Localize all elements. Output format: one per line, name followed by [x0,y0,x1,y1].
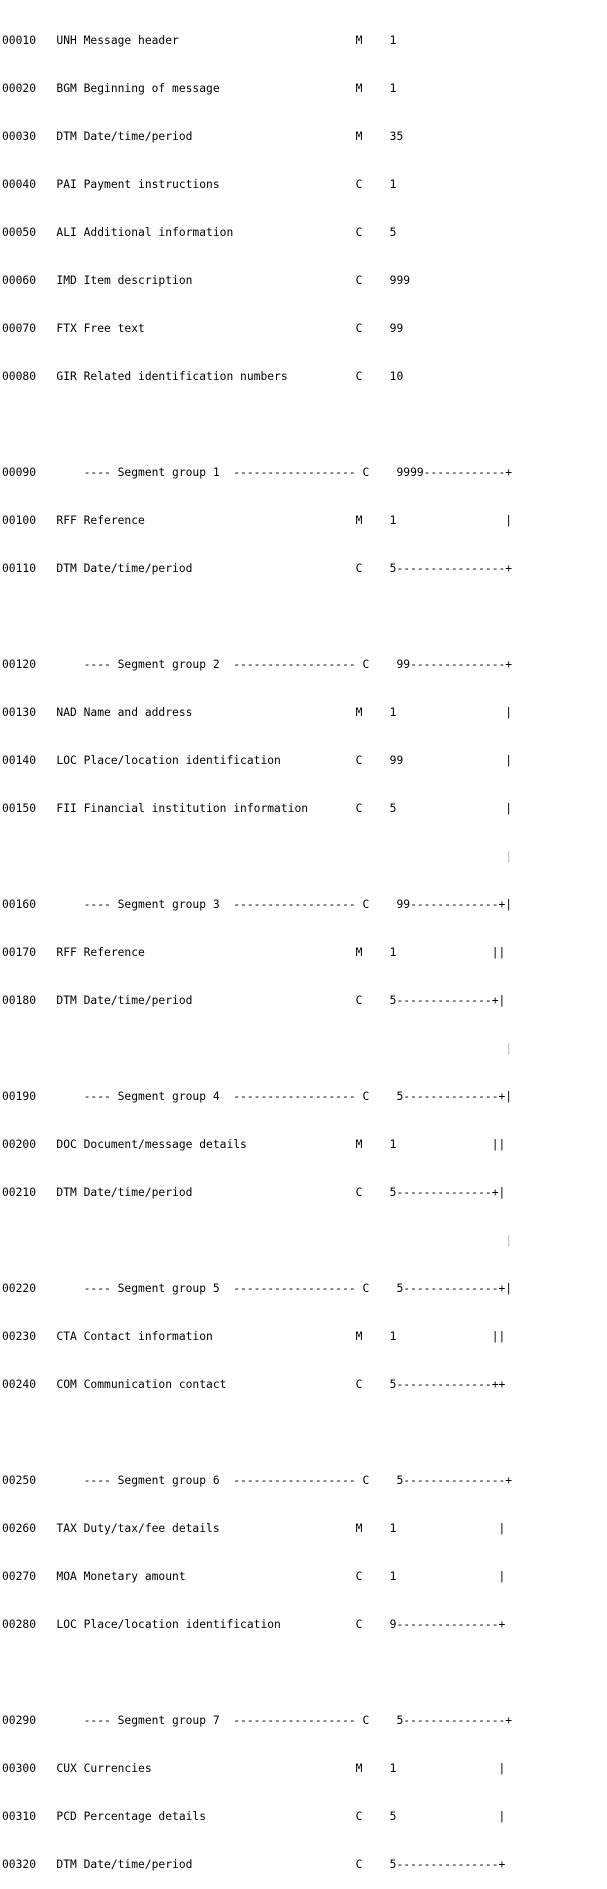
connector-line: | [2,1234,513,1247]
segment-row-00260: 00260 TAX Duty/tax/fee details M 1 | [2,1522,506,1535]
segment-group-7-header: 00290 ---- Segment group 7 ------------------ C 5---------------+ [2,1714,513,1727]
segment-row-00110: 00110 DTM Date/time/period C 5----------------+ [2,562,513,575]
blank-line [2,1425,607,1441]
segment-group-3-header: 00160 ---- Segment group 3 ------------------ C 99-------------+| [2,898,513,911]
segment-row-00130: 00130 NAD Name and address M 1 | [2,706,513,719]
segment-row-00010: 00010 UNH Message header M 1 [2,34,397,47]
segment-row-00030: 00030 DTM Date/time/period M 35 [2,130,404,143]
segment-row-00040: 00040 PAI Payment instructions C 1 [2,178,397,191]
segment-row-00180: 00180 DTM Date/time/period C 5--------------+| [2,994,506,1007]
blank-line [2,609,607,625]
segment-group-4-header: 00190 ---- Segment group 4 ------------------ C 5--------------+| [2,1090,513,1103]
segment-row-00300: 00300 CUX Currencies M 1 | [2,1762,506,1775]
segment-row-00270: 00270 MOA Monetary amount C 1 | [2,1570,506,1583]
segment-row-00020: 00020 BGM Beginning of message M 1 [2,82,397,95]
segment-row-00140: 00140 LOC Place/location identification C 99 | [2,754,513,767]
segment-row-00280: 00280 LOC Place/location identification C 9---------------+ [2,1618,506,1631]
segment-row-00170: 00170 RFF Reference M 1 || [2,946,506,959]
blank-line [2,417,607,433]
segment-row-00100: 00100 RFF Reference M 1 | [2,514,513,527]
segment-group-5-header: 00220 ---- Segment group 5 ------------------ C 5--------------+| [2,1282,513,1295]
segment-row-00050: 00050 ALI Additional information C 5 [2,226,397,239]
segment-group-1-header: 00090 ---- Segment group 1 ------------------ C 9999------------+ [2,466,513,479]
segment-row-00240: 00240 COM Communication contact C 5--------------++ [2,1378,506,1391]
segment-row-00060: 00060 IMD Item description C 999 [2,274,411,287]
blank-line [2,1665,607,1681]
segment-row-00210: 00210 DTM Date/time/period C 5--------------+| [2,1186,506,1199]
segment-row-00310: 00310 PCD Percentage details C 5 | [2,1810,506,1823]
segment-row-00150: 00150 FII Financial institution information C 5 | [2,802,513,815]
segment-group-6-header: 00250 ---- Segment group 6 ------------------ C 5---------------+ [2,1474,513,1487]
segment-row-00230: 00230 CTA Contact information M 1 || [2,1330,506,1343]
connector-line: | [2,850,513,863]
segment-row-00200: 00200 DOC Document/message details M 1 || [2,1138,506,1151]
segment-group-2-header: 00120 ---- Segment group 2 ------------------ C 99--------------+ [2,658,513,671]
segment-row-00070: 00070 FTX Free text C 99 [2,322,404,335]
segment-row-00320: 00320 DTM Date/time/period C 5---------------+ [2,1858,506,1871]
segment-row-00080: 00080 GIR Related identification numbers C 10 [2,370,404,383]
connector-line: | [2,1042,513,1055]
segment-table-listing [2,1,607,1889]
